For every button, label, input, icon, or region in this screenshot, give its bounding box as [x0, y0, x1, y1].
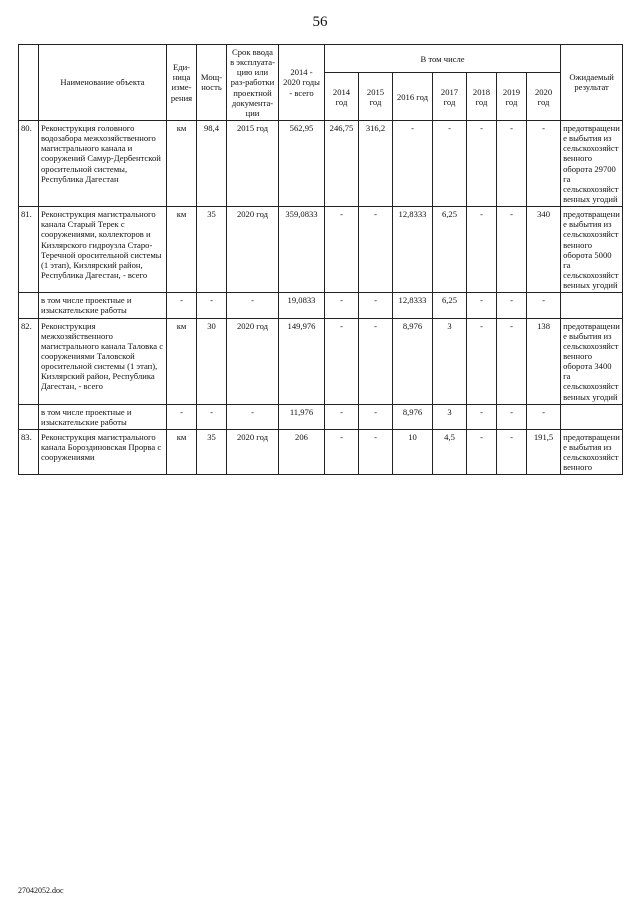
row-term: 2020 год	[227, 318, 279, 404]
row-2015: -	[359, 318, 393, 404]
row-2019: -	[497, 318, 527, 404]
row-2019: -	[497, 429, 527, 475]
row-2017: -	[433, 120, 467, 206]
row-2019: -	[497, 207, 527, 293]
row-2020: 191,5	[527, 429, 561, 475]
row-2014: -	[325, 293, 359, 318]
row-total: 206	[279, 429, 325, 475]
row-2015: 316,2	[359, 120, 393, 206]
row-result	[561, 293, 623, 318]
row-2019: -	[497, 404, 527, 429]
row-name: Реконструкция головного водозабора межхозяйственного магистрального канала и сооружений Самур-Дербентской оросительной системы, Республика Дагестан	[39, 120, 167, 206]
row-term: 2015 год	[227, 120, 279, 206]
row-unit: -	[167, 404, 197, 429]
table-row	[19, 318, 623, 404]
row-2020: -	[527, 293, 561, 318]
row-num: 83.	[19, 429, 39, 475]
row-name: в том числе проектные и изыскательские работы	[39, 293, 167, 318]
row-term: -	[227, 293, 279, 318]
row-2016: 10	[393, 429, 433, 475]
row-name: Реконструкция магистрального канала Старый Терек с сооружениями, коллекторов и Кизлярского гидроузла Старо-Теречной оросительной системы (1 этап), Кизлярский район, Республика Дагестан, - всего	[39, 207, 167, 293]
row-name: в том числе проектные и изыскательские работы	[39, 404, 167, 429]
row-result: предотвращение выбытия из сельскохозяйственного	[561, 429, 623, 475]
row-unit: км	[167, 429, 197, 475]
row-2014: -	[325, 429, 359, 475]
row-2015: -	[359, 293, 393, 318]
row-name: Реконструкция межхозяйственного магистрального канала Таловка с сооружениями Таловской оросительной системы (1 этап), Кизлярский район, Республика Дагестан, - всего	[39, 318, 167, 404]
page-number: 56	[312, 14, 328, 30]
row-result: предотвращение выбытия из сельскохозяйственного оборота 5000 га сельскохозяйственных угодий	[561, 207, 623, 293]
header-year: 2019 год	[497, 73, 527, 121]
row-2014: -	[325, 207, 359, 293]
row-2016: 8,976	[393, 404, 433, 429]
row-num: 81.	[19, 207, 39, 293]
row-unit: -	[167, 293, 197, 318]
header-year: 2014 год	[325, 73, 359, 121]
row-num: 82.	[19, 318, 39, 404]
row-total: 11,976	[279, 404, 325, 429]
row-result: предотвращение выбытия из сельскохозяйственного оборота 29700 га сельскохозяйственных угодий	[561, 120, 623, 206]
row-2020: -	[527, 404, 561, 429]
row-2019: -	[497, 293, 527, 318]
row-2014: 246,75	[325, 120, 359, 206]
table-row	[19, 120, 623, 206]
row-term: -	[227, 404, 279, 429]
row-2017: 4,5	[433, 429, 467, 475]
row-2014: -	[325, 318, 359, 404]
row-capacity: 35	[197, 429, 227, 475]
row-2017: 6,25	[433, 293, 467, 318]
row-total: 359,0833	[279, 207, 325, 293]
row-term: 2020 год	[227, 207, 279, 293]
row-capacity: -	[197, 293, 227, 318]
row-2020: 340	[527, 207, 561, 293]
row-2015: -	[359, 404, 393, 429]
header-year: 2015 год	[359, 73, 393, 121]
row-2016: 12,8333	[393, 293, 433, 318]
row-unit: км	[167, 318, 197, 404]
table-row	[19, 404, 623, 429]
row-capacity: 30	[197, 318, 227, 404]
row-result	[561, 404, 623, 429]
header-year: 2016 год	[393, 73, 433, 121]
row-2018: -	[467, 429, 497, 475]
row-num	[19, 293, 39, 318]
row-2020: 138	[527, 318, 561, 404]
row-2014: -	[325, 404, 359, 429]
header-unit: Еди-ница изме-рения	[167, 45, 197, 121]
row-2015: -	[359, 207, 393, 293]
row-2018: -	[467, 120, 497, 206]
row-2018: -	[467, 293, 497, 318]
footer-filename: 27042052.doc	[18, 886, 64, 895]
row-unit: км	[167, 207, 197, 293]
header-capacity: Мощ-ность	[197, 45, 227, 121]
header-result: Ожидаемый результат	[561, 45, 623, 121]
row-term: 2020 год	[227, 429, 279, 475]
investment-table	[18, 44, 623, 475]
row-2015: -	[359, 429, 393, 475]
table-row	[19, 293, 623, 318]
header-total: 2014 - 2020 годы - всего	[279, 45, 325, 121]
row-2020: -	[527, 120, 561, 206]
row-name: Реконструкция магистрального канала Бороздиновская Прорва с сооружениями	[39, 429, 167, 475]
row-result: предотвращение выбытия из сельскохозяйственного оборота 3400 га сельскохозяйственных угодий	[561, 318, 623, 404]
row-unit: км	[167, 120, 197, 206]
header-num	[19, 45, 39, 121]
row-2018: -	[467, 207, 497, 293]
row-2016: 8,976	[393, 318, 433, 404]
row-2018: -	[467, 318, 497, 404]
row-2017: 3	[433, 404, 467, 429]
row-2016: -	[393, 120, 433, 206]
row-total: 149,976	[279, 318, 325, 404]
row-num: 80.	[19, 120, 39, 206]
header-year: 2017 год	[433, 73, 467, 121]
header-name: Наименование объекта	[39, 45, 167, 121]
row-capacity: 35	[197, 207, 227, 293]
row-total: 562,95	[279, 120, 325, 206]
row-2018: -	[467, 404, 497, 429]
table-row	[19, 429, 623, 475]
row-2017: 3	[433, 318, 467, 404]
row-2019: -	[497, 120, 527, 206]
table-row	[19, 207, 623, 293]
header-in-that-number: В том числе	[325, 45, 561, 73]
row-2017: 6,25	[433, 207, 467, 293]
row-capacity: -	[197, 404, 227, 429]
row-capacity: 98,4	[197, 120, 227, 206]
row-2016: 12,8333	[393, 207, 433, 293]
header-year: 2020 год	[527, 73, 561, 121]
header-year: 2018 год	[467, 73, 497, 121]
header-term: Срок ввода в эксплуата-цию или раз-работки проектной документа-ции	[227, 45, 279, 121]
row-total: 19,0833	[279, 293, 325, 318]
row-num	[19, 404, 39, 429]
